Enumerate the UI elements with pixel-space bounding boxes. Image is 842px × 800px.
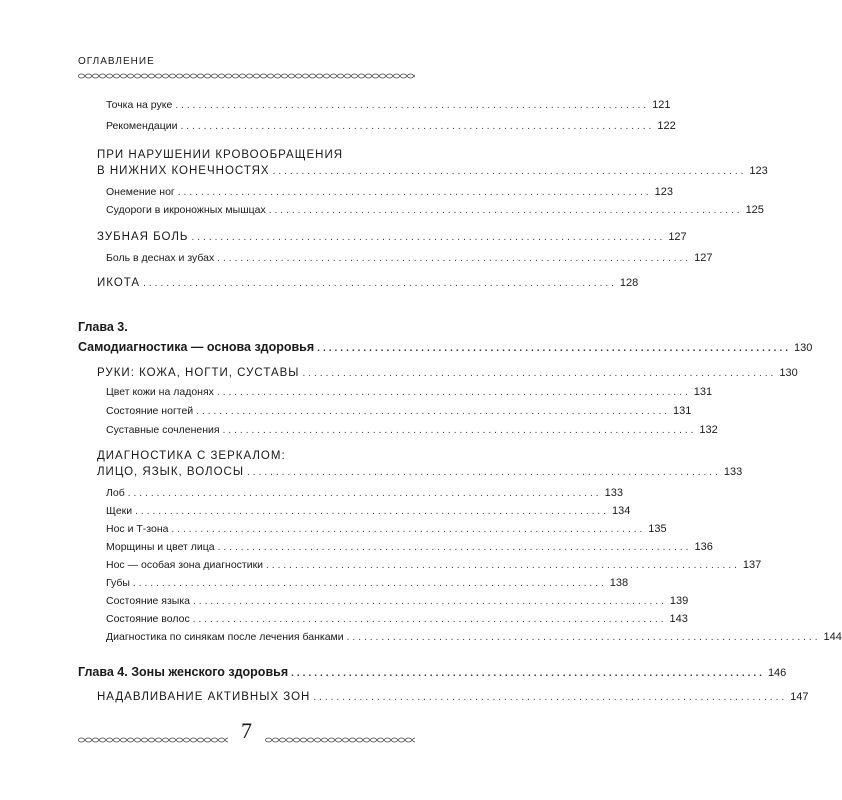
toc-leader-dots: ..................................................................................: [132, 578, 607, 589]
toc-entry-title: Цвет кожи на ладонях: [106, 386, 214, 398]
toc-leader-dots: ..................................................................................: [313, 692, 788, 703]
toc-entry[interactable]: [78, 505, 631, 517]
toc-page-number: 138: [609, 577, 629, 589]
toc-page-number: 131: [693, 386, 713, 398]
toc-entry-title: НАДАВЛИВАНИЕ АКТИВНЫХ ЗОН: [97, 691, 311, 703]
toc-leader-dots: ..................................................................................: [346, 632, 821, 643]
toc-page-number: 125: [745, 204, 764, 216]
toc-entry[interactable]: [78, 186, 673, 198]
toc-entry-title: Глава 4. Зоны женского здоровья: [78, 665, 289, 679]
toc-entry[interactable]: [78, 613, 688, 625]
toc-entry-title: Состояние волос: [106, 613, 190, 625]
toc-leader-dots: ..................................................................................: [192, 614, 667, 625]
page-number: 7: [241, 718, 252, 743]
toc-entry-title: Диагностика по синякам после лечения банками: [106, 631, 344, 643]
toc-entry[interactable]: [78, 691, 809, 703]
toc-leader-dots: ..................................................................................: [171, 524, 646, 535]
toc-entry-title: Состояние ногтей: [106, 405, 194, 417]
toc-entry[interactable]: [78, 559, 762, 571]
toc-page-number: 134: [611, 505, 631, 517]
toc-entry[interactable]: [78, 120, 676, 132]
toc-leader-dots: ..................................................................................: [272, 166, 747, 177]
toc-entry[interactable]: [78, 631, 842, 643]
toc-entry[interactable]: [78, 487, 623, 499]
toc-page-number: 144: [823, 631, 842, 643]
toc-leader-dots: ..................................................................................: [266, 560, 740, 571]
toc-leader-dots: ..................................................................................: [302, 368, 777, 379]
toc-leader-dots: ..................................................................................: [317, 343, 791, 354]
toc-entry-title: Состояние языка: [106, 595, 191, 607]
toc-entry[interactable]: [78, 595, 689, 607]
toc-chapter-entry[interactable]: [78, 665, 787, 679]
toc-page-number: 136: [694, 541, 713, 553]
toc-leader-dots: ..................................................................................: [193, 596, 667, 607]
toc-section-heading[interactable]: ДИАГНОСТИКА С ЗЕРКАЛОМ:: [97, 450, 286, 462]
toc-entry[interactable]: [78, 386, 713, 398]
toc-page-number: 127: [668, 231, 687, 243]
chapter-label: Глава 3.: [78, 320, 128, 334]
toc-entry-title: Щеки: [106, 505, 133, 517]
footer-ornament-right: [265, 730, 415, 748]
toc-leader-dots: ..................................................................................: [143, 278, 617, 289]
toc-leader-dots: ..................................................................................: [268, 205, 743, 216]
toc-page-number: 135: [648, 523, 667, 535]
toc-entry-title: ИКОТА: [97, 277, 141, 289]
toc-entry-title: Нос и Т-зона: [106, 523, 169, 535]
toc-entry-title: ЛИЦО, ЯЗЫК, ВОЛОСЫ: [97, 466, 245, 478]
running-header: ОГЛАВЛЕНИЕ: [78, 56, 155, 67]
toc-leader-dots: ..................................................................................: [217, 253, 692, 264]
toc-page-number: 122: [657, 120, 676, 132]
toc-page-number: 130: [779, 367, 798, 379]
toc-leader-dots: ..................................................................................: [196, 406, 671, 417]
toc-chapter-entry[interactable]: [78, 340, 813, 354]
toc-page-number: 121: [652, 99, 671, 111]
toc-entry[interactable]: [78, 405, 692, 417]
toc-page-number: 132: [699, 424, 718, 436]
toc-entry-title: Боль в деснах и зубах: [106, 252, 215, 264]
toc-page-number: 147: [790, 691, 809, 703]
toc-page-number: 123: [654, 186, 673, 198]
toc-leader-dots: ..................................................................................: [247, 467, 721, 478]
toc-section-heading[interactable]: ПРИ НАРУШЕНИИ КРОВООБРАЩЕНИЯ: [97, 149, 344, 161]
toc-entry-title: Суставные сочленения: [106, 424, 220, 436]
toc-entry-title: РУКИ: КОЖА, НОГТИ, СУСТАВЫ: [97, 367, 300, 379]
toc-leader-dots: ..................................................................................: [291, 668, 765, 679]
toc-entry[interactable]: [78, 204, 764, 216]
toc-entry-title: Губы: [106, 577, 130, 589]
toc-leader-dots: ..................................................................................: [177, 187, 652, 198]
toc-page-number: 127: [694, 252, 713, 264]
toc-page-number: 143: [669, 613, 688, 625]
toc-entry-title: Точка на руке: [106, 99, 173, 111]
toc-leader-dots: ..................................................................................: [175, 100, 650, 111]
toc-entry[interactable]: [78, 99, 671, 111]
toc-entry[interactable]: [78, 252, 713, 264]
toc-entry-title: Рекомендации: [106, 120, 178, 132]
toc-page-number: 133: [723, 466, 743, 478]
toc-page-number: 139: [669, 595, 689, 607]
toc-leader-dots: ..................................................................................: [135, 506, 609, 517]
toc-entry[interactable]: [78, 577, 629, 589]
toc-entry[interactable]: [78, 367, 798, 379]
toc-leader-dots: ..................................................................................: [217, 542, 692, 553]
toc-page-number: 128: [619, 277, 639, 289]
toc-entry[interactable]: [78, 466, 743, 478]
toc-page-number: 130: [794, 342, 813, 354]
toc-leader-dots: ..................................................................................: [216, 387, 691, 398]
toc-page-number: 123: [749, 165, 768, 177]
header-ornament-rule: [78, 73, 415, 79]
toc-leader-dots: ..................................................................................: [222, 425, 697, 436]
toc-page-number: 131: [673, 405, 692, 417]
toc-page-number: 146: [767, 667, 787, 679]
toc-entry[interactable]: [78, 165, 768, 177]
toc-page-number: 133: [604, 487, 623, 499]
toc-page-number: 137: [742, 559, 762, 571]
toc-entry-title: Лоб: [106, 487, 125, 499]
toc-entry-title: Самодиагностика — основа здоровья: [78, 340, 315, 354]
toc-leader-dots: ..................................................................................: [180, 121, 655, 132]
toc-entry[interactable]: [78, 541, 713, 553]
toc-entry-title: Онемение ног: [106, 186, 175, 198]
page-footer: [78, 718, 415, 746]
toc-leader-dots: ..................................................................................: [191, 232, 666, 243]
toc-entry-title: В НИЖНИХ КОНЕЧНОСТЯХ: [97, 165, 270, 177]
toc-entry[interactable]: [78, 231, 687, 243]
toc-entry[interactable]: [78, 523, 667, 535]
toc-leader-dots: ..................................................................................: [127, 488, 602, 499]
toc-entry-title: Морщины и цвет лица: [106, 541, 215, 553]
toc-entry-title: ЗУБНАЯ БОЛЬ: [97, 231, 189, 243]
toc-entry-title: Нос — особая зона диагностики: [106, 559, 264, 571]
toc-entry-title: Судороги в икроножных мышцах: [106, 204, 266, 216]
toc-entry[interactable]: [78, 277, 639, 289]
toc-entry[interactable]: [78, 424, 718, 436]
